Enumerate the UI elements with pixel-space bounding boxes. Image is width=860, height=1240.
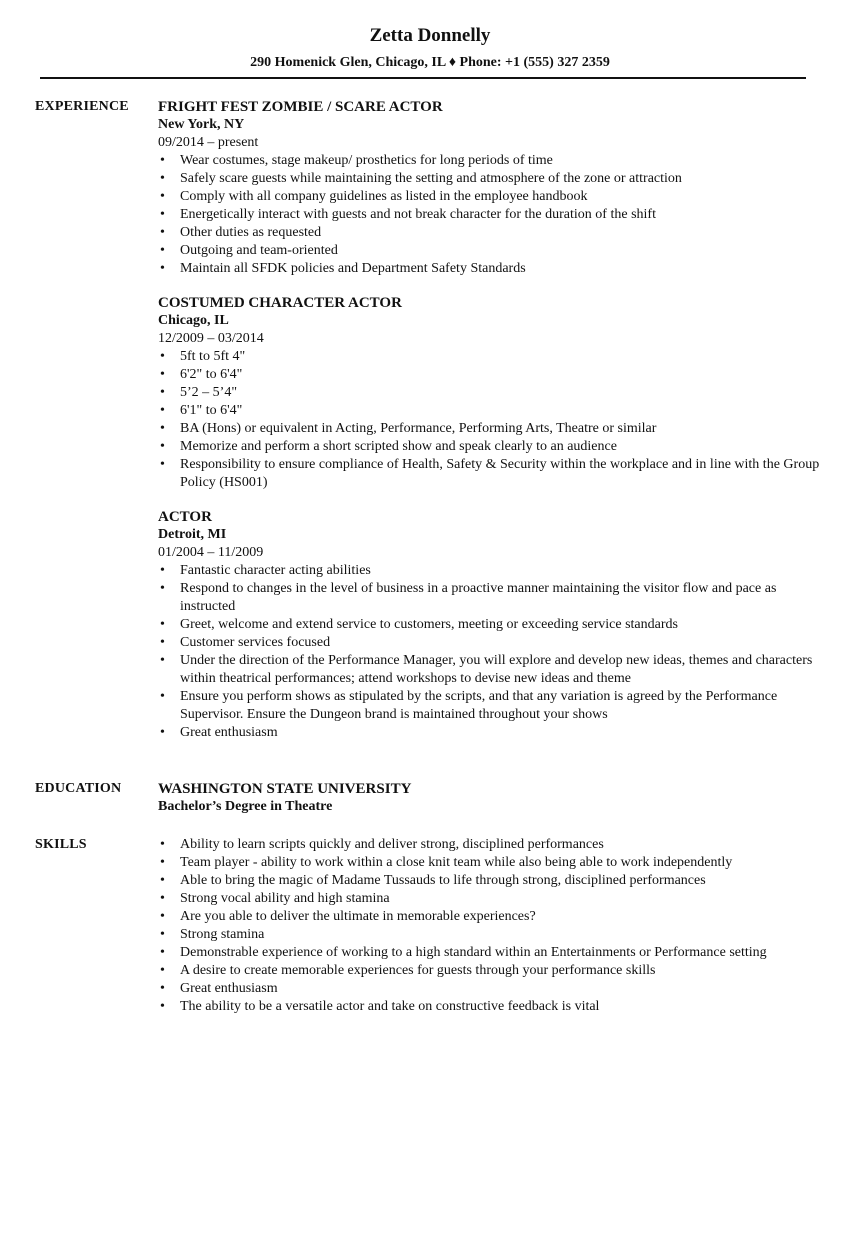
candidate-name: Zetta Donnelly bbox=[369, 25, 491, 46]
job-entry bbox=[158, 508, 825, 742]
bullet-item: • Maintain all SFDK policies and Department Safety Standards bbox=[180, 260, 825, 278]
contact-line: 290 Homenick Glen, Chicago, IL ♦ Phone: +1 (555) 327 2359 bbox=[250, 55, 610, 70]
education-school: WASHINGTON STATE UNIVERSITY bbox=[158, 781, 412, 797]
section-label-skills: SKILLS bbox=[35, 837, 87, 852]
skill-item: • Strong stamina bbox=[180, 926, 825, 944]
bullet-item: • Ensure you perform shows as stipulated by the scripts, and that any variation is agreed by the Performance Supervisor. Ensure the Dungeon brand is maintained throughout your shows bbox=[180, 688, 825, 724]
experience-section bbox=[35, 98, 825, 758]
bullet-item: • BA (Hons) or equivalent in Acting, Performance, Performing Arts, Theatre or similar bbox=[180, 420, 825, 438]
skills-list bbox=[158, 836, 825, 1016]
job-entry bbox=[158, 294, 825, 492]
job-title: COSTUMED CHARACTER ACTOR bbox=[158, 295, 402, 311]
section-label-experience: EXPERIENCE bbox=[35, 99, 129, 114]
bullet-item: • Great enthusiasm bbox=[180, 724, 825, 742]
job-dates: 01/2004 – 11/2009 bbox=[158, 545, 264, 560]
job-bullets bbox=[158, 152, 825, 278]
bullet-item: • Other duties as requested bbox=[180, 224, 825, 242]
bullet-item: • Customer services focused bbox=[180, 634, 825, 652]
header-divider bbox=[40, 77, 806, 79]
skill-item: • Able to bring the magic of Madame Tussauds to life through strong, disciplined performances bbox=[180, 872, 825, 890]
skill-item: • Ability to learn scripts quickly and deliver strong, disciplined performances bbox=[180, 836, 825, 854]
skill-item: • Are you able to deliver the ultimate in memorable experiences? bbox=[180, 908, 825, 926]
job-entry bbox=[158, 98, 825, 278]
bullet-item: • 5ft to 5ft 4" bbox=[180, 348, 825, 366]
section-label-education: EDUCATION bbox=[35, 781, 122, 796]
job-location: Chicago, IL bbox=[158, 313, 229, 328]
bullet-item: • Comply with all company guidelines as listed in the employee handbook bbox=[180, 188, 825, 206]
skill-item: • A desire to create memorable experiences for guests through your performance skills bbox=[180, 962, 825, 980]
bullet-item: • 6'1" to 6'4" bbox=[180, 402, 825, 420]
skill-item: • Strong vocal ability and high stamina bbox=[180, 890, 825, 908]
bullet-item: • 6'2" to 6'4" bbox=[180, 366, 825, 384]
bullet-item: • Outgoing and team-oriented bbox=[180, 242, 825, 260]
job-dates: 12/2009 – 03/2014 bbox=[158, 331, 264, 346]
job-title: FRIGHT FEST ZOMBIE / SCARE ACTOR bbox=[158, 99, 443, 115]
skill-item: • Great enthusiasm bbox=[180, 980, 825, 998]
job-location: New York, NY bbox=[158, 117, 245, 132]
bullet-item: • Energetically interact with guests and not break character for the duration of the shift bbox=[180, 206, 825, 224]
job-title: ACTOR bbox=[158, 509, 212, 525]
job-dates: 09/2014 – present bbox=[158, 135, 259, 150]
job-bullets bbox=[158, 562, 825, 742]
job-location: Detroit, MI bbox=[158, 527, 227, 542]
education-section bbox=[35, 780, 825, 816]
skill-item: • Demonstrable experience of working to a high standard within an Entertainments or Performance setting bbox=[180, 944, 825, 962]
skill-item: • Team player - ability to work within a close knit team while also being able to work independently bbox=[180, 854, 825, 872]
resume-header bbox=[0, 24, 860, 72]
skill-item: • The ability to be a versatile actor and take on constructive feedback is vital bbox=[180, 998, 825, 1016]
job-bullets bbox=[158, 348, 825, 492]
bullet-item: • Wear costumes, stage makeup/ prosthetics for long periods of time bbox=[180, 152, 825, 170]
bullet-item: • Under the direction of the Performance Manager, you will explore and develop new ideas, themes and characters within theatrical performances; attend workshops to devise new ideas and theme bbox=[180, 652, 825, 688]
bullet-item: • Memorize and perform a short scripted show and speak clearly to an audience bbox=[180, 438, 825, 456]
bullet-item: • Fantastic character acting abilities bbox=[180, 562, 825, 580]
education-degree: Bachelor’s Degree in Theatre bbox=[158, 799, 333, 814]
bullet-item: • Greet, welcome and extend service to customers, meeting or exceeding service standards bbox=[180, 616, 825, 634]
bullet-item: • Respond to changes in the level of business in a proactive manner maintaining the visitor flow and pace as instructed bbox=[180, 580, 825, 616]
bullet-item: • Responsibility to ensure compliance of Health, Safety & Security within the workplace and in line with the Group Policy (HS001) bbox=[180, 456, 825, 492]
skills-section bbox=[35, 836, 825, 1016]
bullet-item: • Safely scare guests while maintaining the setting and atmosphere of the zone or attraction bbox=[180, 170, 825, 188]
bullet-item: • 5’2 – 5’4" bbox=[180, 384, 825, 402]
